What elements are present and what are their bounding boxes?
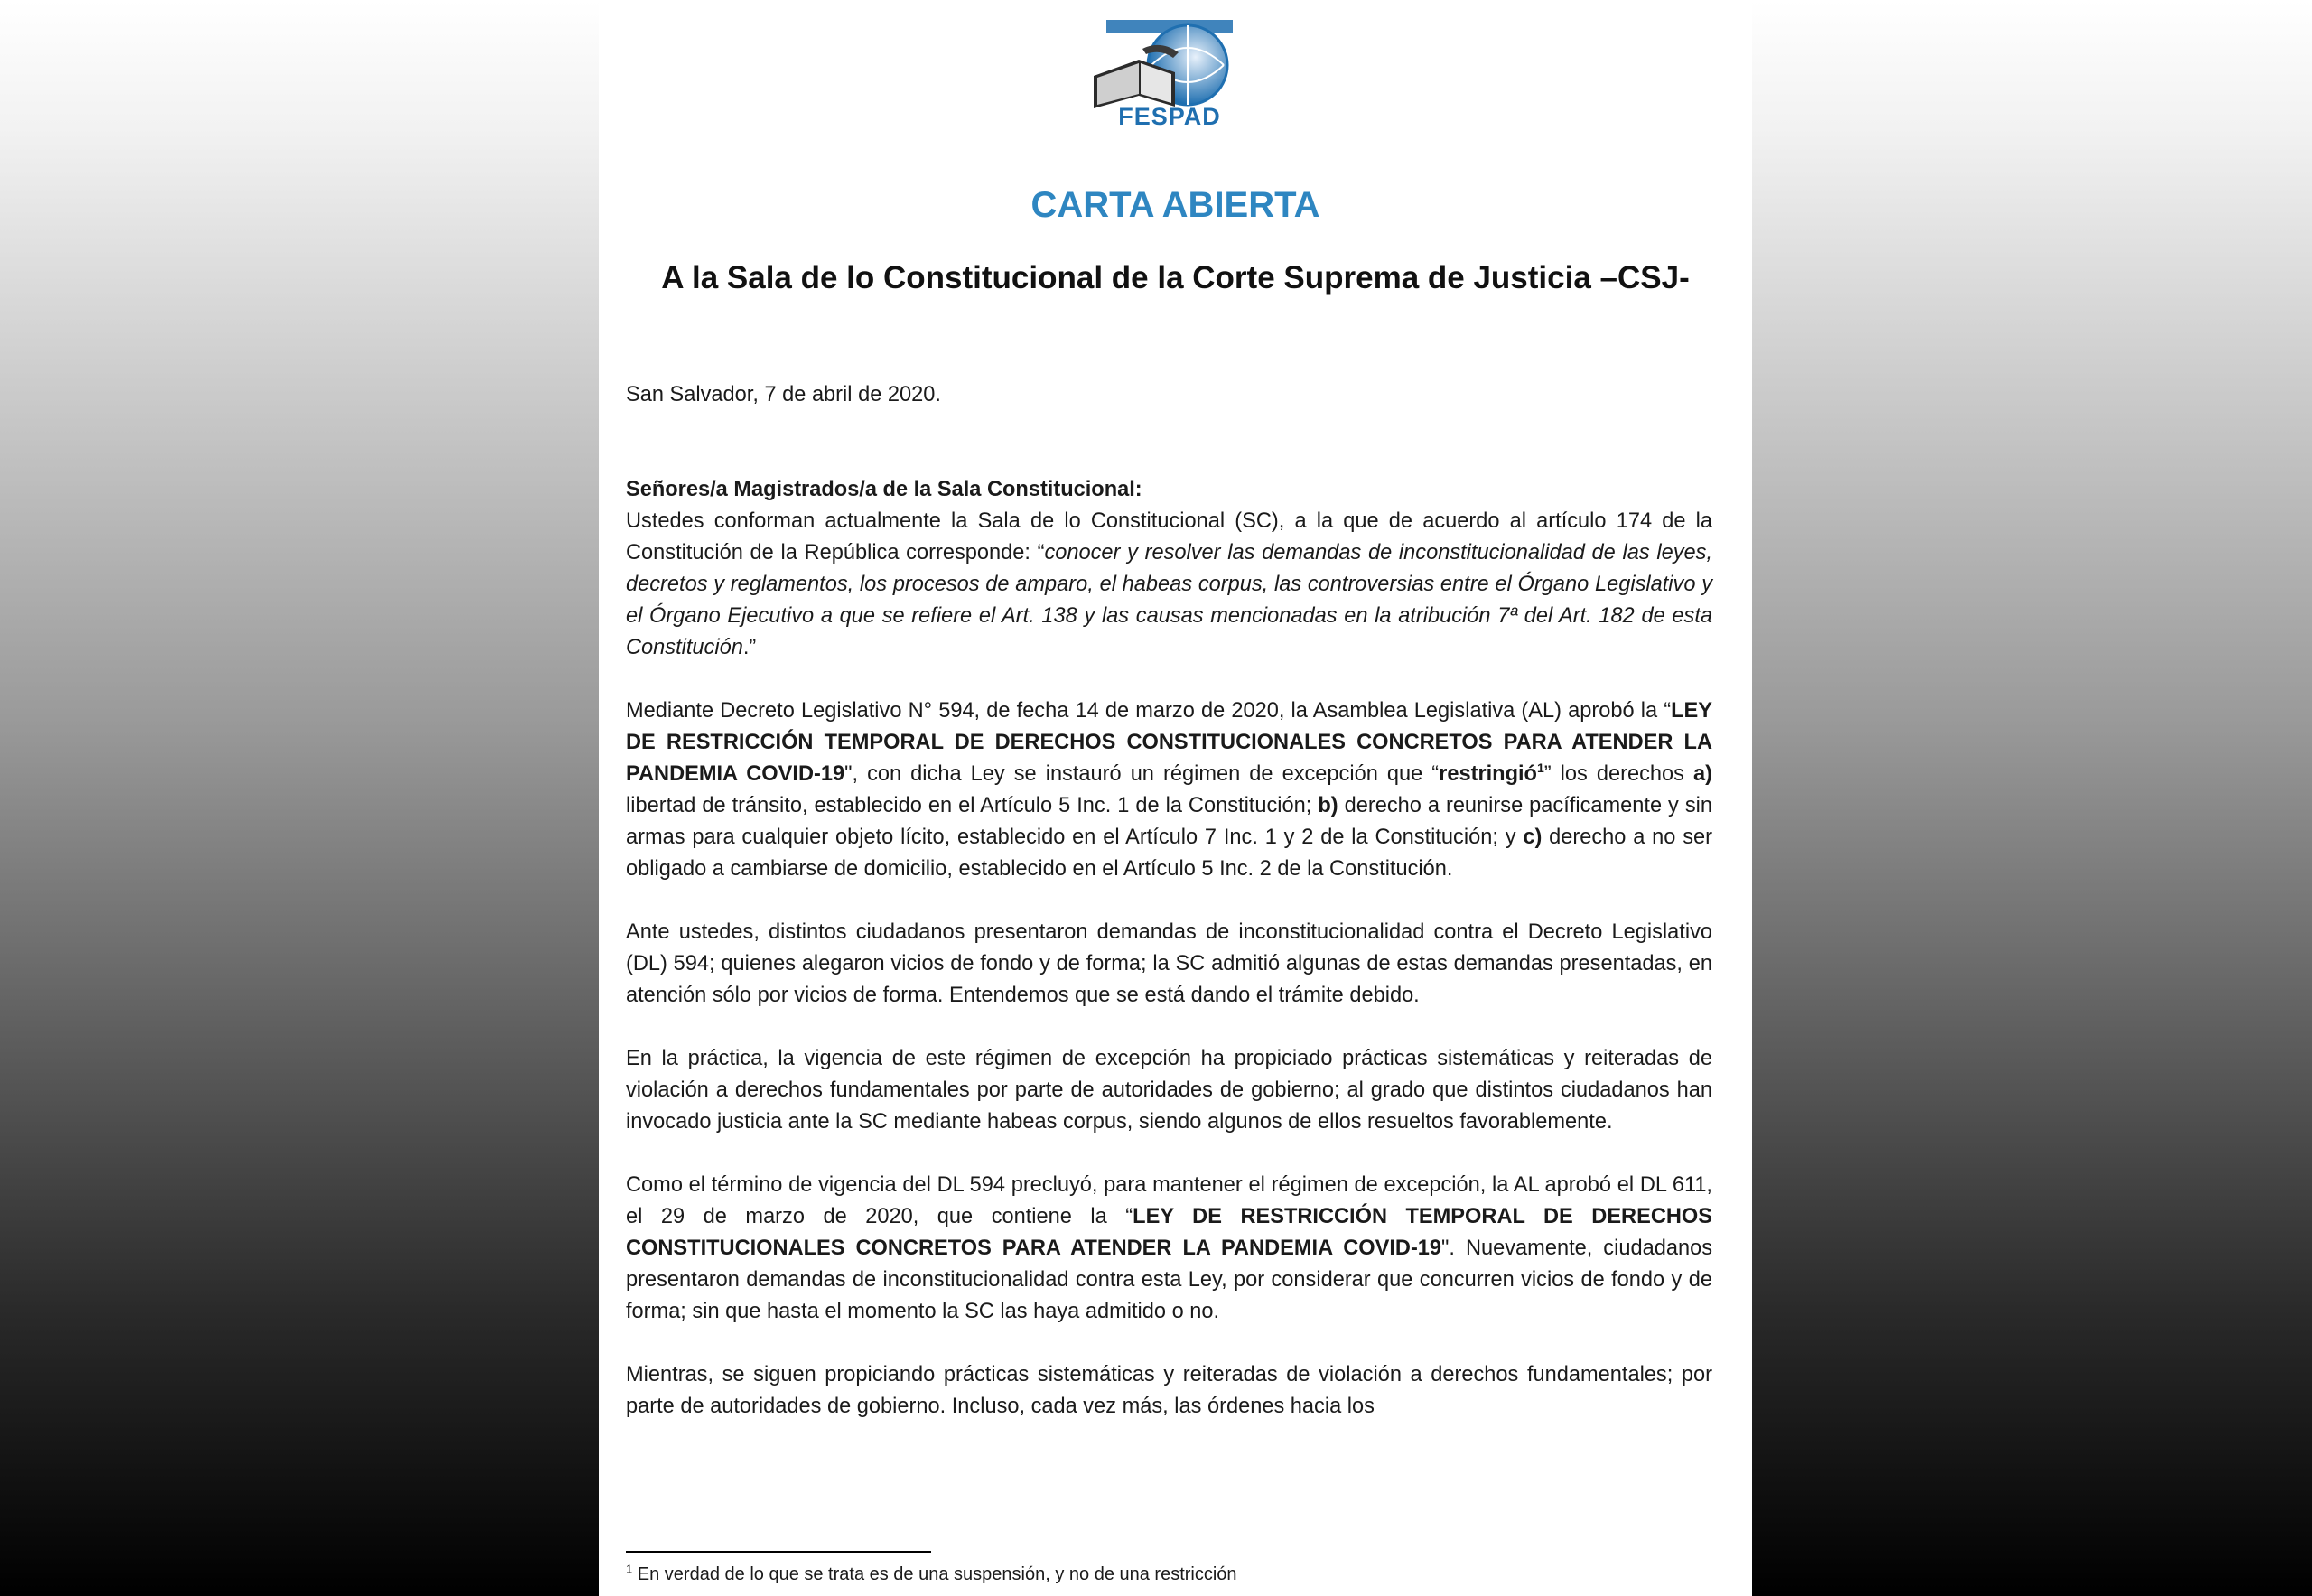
paragraph-1	[626, 506, 1712, 664]
p2-b: ", con dicha Ley se instauró un régimen de excepción que “	[844, 762, 1440, 786]
p2-e: derecho a reunirse pacíficamente y sin armas para cualquier objeto lícito, establecido en el Artículo 7 Inc. 1 y 2 de la Constitución; y	[626, 794, 1713, 849]
p2-f: derecho a no ser obligado a cambiarse de domicilio, establecido en el Artículo 5 Inc. 2 de la Constitución.	[626, 826, 1713, 881]
p1-lead: Ustedes conforman actualmente la Sala de lo Constitucional (SC), a la que de acuerdo al artículo 174 de la Constitución de la República corresponde: “	[626, 509, 1712, 565]
letter-title: CARTA ABIERTA	[1030, 185, 1320, 225]
paragraph-3: Ante ustedes, distintos ciudadanos presentaron demandas de inconstitucionalidad contra el Decreto Legislativo (DL) 594; quienes alegaron vicios de fondo y de forma; la SC admitió algunas de estas demandas presentadas, en atención sólo por vicios de forma. Entendemos que se está dando el trámite debido.	[626, 920, 1712, 1007]
p5-law-name: LEY DE RESTRICCIÓN TEMPORAL DE DERECHOS CONSTITUCIONALES CONCRETOS PARA ATENDER LA PANDEMIA COVID-19	[626, 1205, 1712, 1260]
footnote-mark: 1	[626, 1562, 633, 1576]
paragraph-2	[626, 695, 1712, 885]
footnote-reference: 1	[1536, 761, 1544, 776]
p1-constitution-quote: conocer y resolver las demandas de inconstitucionalidad de las leyes, decretos y reglamentos, los procesos de amparo, el habeas corpus, las controversias entre el Órgano Legislativo y el Órgano Ejecutivo a que se refiere el Art. 138 y las causas mencionadas en la atribución 7ª del Art. 182 de esta Constitución	[626, 541, 1712, 659]
document-page	[599, 0, 1752, 1596]
p2-a: Mediante Decreto Legislativo N° 594, de fecha 14 de marzo de 2020, la Asamblea Legislativa (AL) aprobó la “	[626, 699, 1672, 723]
letter-subtitle: A la Sala de lo Constitucional de la Corte Suprema de Justicia –CSJ-	[661, 260, 1690, 295]
p2-law-name: LEY DE RESTRICCIÓN TEMPORAL DE DERECHOS CONSTITUCIONALES CONCRETOS PARA ATENDER LA PANDEMIA COVID-19	[626, 699, 1712, 786]
paragraph-5	[626, 1170, 1712, 1328]
p2-item-a: a)	[1693, 762, 1712, 786]
globe-book-icon	[1088, 13, 1251, 112]
paragraph-4: En la práctica, la vigencia de este régimen de excepción ha propiciado prácticas sistemáticas y reiteradas de violación a derechos fundamentales por parte de autoridades de gobierno; al grado que distintos ciudadanos han invocado justicia ante la SC mediante habeas corpus, siendo algunos de ellos resueltos favorablemente.	[626, 1047, 1712, 1134]
fespad-logo	[1088, 13, 1251, 130]
p1-end: .”	[742, 636, 757, 659]
p2-c: ” los derechos	[1543, 762, 1694, 786]
p2-item-b: b)	[1318, 794, 1338, 817]
logo-wordmark: FESPAD	[1118, 103, 1221, 130]
p2-item-c: c)	[1523, 826, 1543, 849]
p2-d: libertad de tránsito, establecido en el Artículo 5 Inc. 1 de la Constitución;	[626, 794, 1319, 817]
p5-a: Como el término de vigencia del DL 594 precluyó, para mantener el régimen de excepción, la AL aprobó el DL 611, el 29 de marzo de 2020, que contiene la “	[626, 1173, 1712, 1228]
paragraph-6: Mientras, se siguen propiciando prácticas sistemáticas y reiteradas de violación a derechos fundamentales; por parte de autoridades de gobierno. Incluso, cada vez más, las órdenes hacia los	[626, 1363, 1712, 1418]
footnote-text: En verdad de lo que se trata es de una suspensión, y no de una restricción	[632, 1564, 1237, 1584]
footnote-separator	[626, 1551, 931, 1553]
p5-b: ". Nuevamente, ciudadanos presentaron demandas de inconstitucionalidad contra esta Ley, por considerar que concurren vicios de fondo y de forma; sin que hasta el momento la SC las haya admitido o no.	[626, 1237, 1712, 1323]
p2-restringio: restringió	[1439, 762, 1537, 786]
letter-body	[626, 379, 1712, 1454]
footnote	[626, 1563, 1710, 1586]
salutation: Señores/a Magistrados/a de la Sala Constitucional:	[626, 478, 1142, 501]
letter-date: San Salvador, 7 de abril de 2020.	[626, 383, 941, 406]
